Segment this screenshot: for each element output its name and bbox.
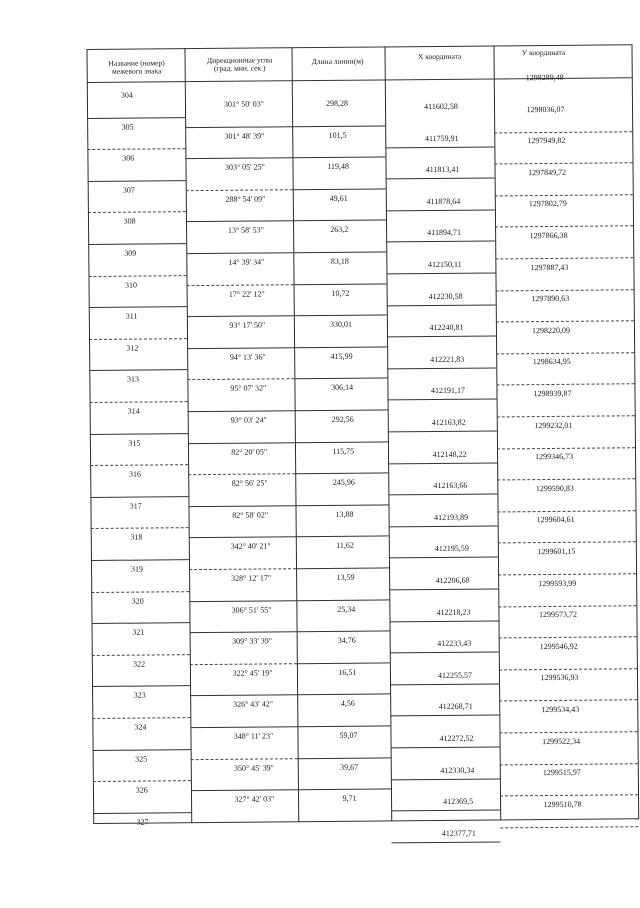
x-coordinate: 412191,17 — [430, 386, 466, 396]
y-coordinate: 1298634,95 — [532, 357, 571, 367]
header-name-line-1: Название (номер) — [108, 58, 165, 68]
row-separator — [88, 212, 186, 214]
y-coordinate: 1299546,92 — [539, 641, 578, 651]
x-coordinate: 411894,71 — [427, 228, 461, 238]
row-separator — [190, 663, 297, 665]
row-separator — [499, 636, 637, 638]
row-separator — [88, 275, 186, 277]
direction-angle: 14° 39' 34" — [228, 257, 265, 267]
row-separator — [189, 537, 296, 539]
row-separator — [93, 749, 191, 751]
row-separator — [499, 668, 637, 670]
row-separator — [188, 505, 295, 507]
row-separator — [92, 686, 190, 688]
direction-angle: 94° 13' 36" — [229, 352, 266, 362]
direction-angle: 93° 03' 24" — [230, 415, 267, 425]
x-coordinate: 411878,64 — [426, 196, 461, 206]
row-separator — [496, 384, 634, 386]
row-separator — [294, 283, 387, 285]
y-coordinate: 1299604,61 — [536, 515, 575, 525]
row-separator — [91, 528, 189, 530]
column-border-right — [631, 44, 639, 819]
mark-name: 307 — [122, 185, 135, 195]
column-border-name — [184, 48, 192, 823]
row-separator — [294, 378, 387, 380]
row-separator — [386, 209, 495, 211]
row-separator — [188, 473, 295, 475]
row-separator — [390, 715, 499, 717]
row-separator — [89, 338, 187, 340]
line-length: 49,61 — [329, 193, 348, 203]
row-separator — [190, 631, 297, 633]
y-coordinate: 1297890,63 — [531, 294, 570, 304]
mark-name: 311 — [125, 311, 138, 321]
row-separator — [500, 794, 638, 796]
direction-angle: 82° 58' 02" — [232, 510, 269, 520]
mark-name: 320 — [131, 596, 144, 606]
direction-angle: 301° 48' 39" — [224, 131, 265, 141]
x-coordinate: 412268,71 — [438, 702, 473, 712]
row-separator — [295, 441, 388, 443]
row-separator — [500, 826, 638, 828]
x-coordinate: 412195,59 — [434, 544, 469, 554]
x-coordinate: 411813,41 — [425, 164, 460, 175]
direction-angle: 326° 43' 42" — [233, 699, 274, 710]
line-length: 298,28 — [325, 98, 349, 108]
line-length: 306,14 — [331, 383, 354, 393]
x-coordinate: 412240,81 — [429, 322, 464, 333]
direction-angle: 309° 33' 39" — [232, 636, 273, 646]
line-length: 39,67 — [340, 762, 359, 772]
direction-angle: 348° 11' 23" — [233, 731, 274, 741]
row-separator — [186, 221, 293, 223]
line-length: 101,5 — [328, 130, 347, 140]
row-separator — [187, 379, 294, 381]
y-coordinate: 1299593,99 — [538, 578, 577, 588]
row-separator — [498, 510, 636, 512]
direction-angle: 13° 58' 53" — [227, 225, 264, 236]
row-separator — [191, 789, 298, 791]
direction-angle: 303° 05' 25" — [224, 162, 265, 173]
line-length: 119,48 — [327, 161, 350, 172]
x-coordinate: 412163,82 — [431, 417, 466, 428]
header-angles-line-2: (град. мин. сек.) — [213, 63, 266, 74]
direction-angle: 301° 50' 03" — [223, 99, 264, 109]
row-separator — [295, 409, 388, 411]
direction-angle: 342° 40' 21" — [230, 541, 271, 552]
y-coordinate: 1297866,38 — [529, 230, 568, 241]
x-coordinate: 412221,83 — [430, 354, 465, 364]
x-coordinate: 412206,68 — [435, 575, 470, 585]
row-separator — [89, 306, 187, 308]
line-length: 83,18 — [330, 256, 349, 266]
row-separator — [294, 315, 387, 317]
y-coordinate: 1299536,93 — [540, 673, 579, 683]
mark-name: 312 — [126, 343, 139, 353]
mark-name: 323 — [133, 690, 146, 701]
mark-name: 309 — [124, 248, 137, 258]
row-separator — [295, 504, 388, 506]
direction-angle: 327° 42' 03" — [234, 794, 275, 804]
line-length: 11,62 — [336, 541, 354, 551]
column-border-length — [384, 46, 392, 821]
row-separator — [187, 347, 294, 349]
row-separator — [93, 812, 191, 814]
mark-name: 321 — [132, 627, 145, 637]
direction-angle: 306° 51' 55" — [231, 605, 272, 615]
line-length: 415,99 — [330, 351, 353, 361]
row-separator — [297, 631, 390, 633]
row-separator — [186, 252, 293, 254]
row-separator — [185, 157, 292, 159]
row-separator — [297, 694, 390, 696]
line-length: 9,71 — [342, 793, 357, 804]
mark-name: 314 — [127, 406, 140, 416]
y-coordinate: 1298939,87 — [533, 388, 572, 399]
row-separator — [190, 695, 297, 697]
row-separator — [297, 662, 390, 664]
row-separator — [386, 178, 495, 180]
line-length: 4,56 — [340, 699, 355, 709]
line-length: 115,75 — [332, 446, 355, 456]
row-separator — [494, 131, 632, 133]
row-separator — [496, 352, 634, 354]
row-separator — [92, 622, 190, 624]
row-separator — [495, 194, 633, 196]
y-coordinate: 1297949,82 — [527, 136, 566, 146]
row-separator — [187, 315, 294, 317]
mark-name: 317 — [129, 501, 142, 511]
mark-name: 305 — [121, 122, 134, 132]
row-separator — [90, 464, 188, 466]
row-separator — [296, 567, 389, 569]
row-separator — [495, 257, 633, 259]
x-coordinate: 412233,43 — [437, 638, 472, 649]
y-coordinate: 1297802,79 — [528, 199, 567, 209]
row-separator — [385, 146, 494, 148]
mark-name: 322 — [133, 659, 146, 669]
y-coordinate: 1297849,72 — [528, 167, 567, 177]
line-length: 13,59 — [336, 572, 355, 582]
row-separator — [189, 568, 296, 570]
row-separator — [91, 559, 189, 561]
row-separator — [89, 370, 187, 372]
y-coordinate: 1299601,15 — [537, 546, 576, 557]
row-separator — [88, 180, 186, 182]
row-separator — [496, 289, 634, 291]
x-coordinate: 412230,58 — [428, 291, 463, 301]
y-coordinate: 1298220,09 — [531, 325, 571, 335]
row-separator — [495, 162, 633, 164]
mark-name: 318 — [130, 532, 143, 543]
y-coordinate: 1299534,43 — [541, 704, 580, 715]
column-border-left — [86, 49, 94, 824]
row-separator — [87, 148, 185, 150]
header-angles — [207, 56, 272, 73]
row-separator — [295, 473, 388, 475]
mark-name: 327 — [136, 817, 149, 827]
y-coordinate: 1299232,01 — [534, 420, 573, 430]
row-separator — [500, 763, 638, 765]
header-angles-line-1: Дирекционные углы — [206, 55, 273, 65]
row-separator — [390, 683, 499, 685]
row-separator — [191, 758, 298, 760]
header-length: Длина линии(м) — [311, 56, 364, 67]
mark-name: 316 — [128, 469, 142, 479]
line-length: 59,07 — [339, 730, 358, 740]
row-separator — [498, 573, 636, 575]
row-separator — [391, 841, 500, 843]
header-name — [109, 59, 165, 76]
row-separator — [497, 447, 635, 449]
y-coordinate: 1299590,83 — [535, 483, 574, 493]
x-coordinate: 412218,23 — [436, 607, 471, 617]
x-coordinate: 412255,57 — [437, 670, 473, 680]
y-coordinate: 1298036,07 — [526, 104, 565, 114]
row-separator — [495, 226, 633, 228]
mark-name: 315 — [128, 438, 141, 448]
row-separator — [389, 557, 498, 559]
row-separator — [387, 367, 496, 369]
y-coordinate: 1298289,48 — [525, 72, 564, 83]
mark-name: 304 — [120, 90, 133, 100]
x-coordinate: 412330,34 — [440, 765, 475, 775]
row-separator — [186, 189, 293, 191]
row-separator — [93, 780, 191, 782]
direction-angle: 322° 45' 19" — [232, 668, 273, 678]
row-separator — [88, 243, 186, 245]
row-separator — [387, 304, 496, 306]
row-separator — [296, 536, 389, 538]
x-coordinate: 412377,71 — [441, 828, 476, 838]
mark-name: 326 — [135, 785, 148, 795]
column-border-x — [493, 45, 501, 820]
mark-name: 319 — [130, 564, 144, 574]
direction-angle: 350° 45' 39" — [233, 763, 274, 773]
x-coordinate: 411759,91 — [424, 133, 459, 143]
row-separator — [298, 757, 391, 759]
row-separator — [92, 654, 190, 656]
row-separator — [497, 478, 635, 480]
mark-name: 310 — [124, 280, 137, 290]
mark-name: 313 — [126, 374, 140, 385]
line-length: 13,88 — [335, 509, 354, 519]
direction-angle: 93° 17' 50" — [229, 320, 266, 330]
line-length: 34,76 — [337, 635, 356, 646]
row-separator — [293, 251, 386, 253]
line-length: 263,2 — [330, 225, 349, 235]
y-coordinate: 1299573,72 — [538, 609, 577, 620]
mark-name: 324 — [134, 722, 147, 732]
row-separator — [189, 600, 296, 602]
row-separator — [388, 430, 497, 432]
row-separator — [387, 336, 496, 338]
row-separator — [388, 462, 497, 464]
row-separator — [390, 652, 499, 654]
direction-angle: 288° 54' 09" — [225, 194, 266, 204]
line-length: 292,56 — [331, 414, 354, 424]
row-separator — [391, 778, 500, 780]
line-length: 25,34 — [337, 604, 356, 614]
row-separator — [496, 320, 634, 322]
row-separator — [497, 415, 635, 417]
row-separator — [297, 725, 390, 727]
row-separator — [499, 700, 637, 702]
direction-angle: 95° 07' 32" — [230, 383, 267, 394]
line-length: 10,72 — [331, 288, 350, 298]
y-coordinate: 1299522,34 — [542, 736, 581, 746]
direction-angle: 328° 12' 17" — [231, 573, 272, 583]
row-separator — [386, 272, 495, 274]
row-separator — [90, 401, 188, 403]
row-separator — [292, 157, 385, 159]
direction-angle: 82° 56' 25" — [231, 478, 268, 488]
row-separator — [389, 588, 498, 590]
row-separator — [188, 442, 295, 444]
row-separator — [185, 126, 292, 128]
x-coordinate: 412148,22 — [432, 449, 467, 459]
row-separator — [296, 599, 389, 601]
y-coordinate: 1299515,97 — [542, 767, 581, 778]
row-separator — [391, 810, 500, 812]
mark-name: 306 — [122, 153, 135, 163]
row-separator — [92, 717, 190, 719]
row-separator — [187, 284, 294, 286]
row-separator — [294, 346, 387, 348]
header-name-line-2: межевого знака — [111, 66, 162, 77]
x-coordinate: 412193,89 — [434, 512, 469, 522]
row-separator — [91, 591, 189, 593]
mark-name: 308 — [123, 216, 136, 227]
x-coordinate: 412163,66 — [433, 480, 468, 491]
row-separator — [391, 746, 500, 748]
line-length: 16,51 — [338, 667, 357, 677]
direction-angle: 82° 20' 05" — [231, 447, 268, 457]
y-coordinate: 1297887,43 — [530, 262, 569, 272]
table-bottom-border — [93, 817, 638, 827]
header-x: Х координата — [417, 51, 462, 62]
row-separator — [190, 726, 297, 728]
mark-name: 325 — [135, 754, 148, 764]
row-separator — [498, 542, 636, 544]
row-separator — [499, 731, 637, 733]
x-coordinate: 412272,52 — [439, 733, 474, 743]
row-separator — [389, 620, 498, 622]
header-y: У координата — [521, 47, 566, 58]
x-coordinate: 412150,11 — [427, 259, 462, 270]
row-separator — [90, 496, 188, 498]
row-separator — [389, 525, 498, 527]
y-coordinate: 1299510,78 — [543, 799, 582, 809]
row-separator — [388, 399, 497, 401]
line-length: 245,96 — [332, 477, 355, 488]
row-separator — [388, 494, 497, 496]
y-coordinate: 1299346,73 — [535, 451, 574, 462]
row-separator — [386, 241, 495, 243]
row-separator — [292, 125, 385, 127]
row-separator — [90, 433, 188, 435]
row-separator — [498, 605, 636, 607]
x-coordinate: 411602,58 — [424, 101, 458, 112]
row-separator — [298, 789, 391, 791]
row-separator — [87, 117, 185, 119]
direction-angle: 17° 22' 12" — [228, 289, 265, 299]
row-separator — [293, 220, 386, 222]
row-separator — [293, 188, 386, 190]
column-border-angle — [291, 47, 299, 822]
x-coordinate: 412369,5 — [443, 796, 474, 807]
line-length: 330,01 — [329, 319, 353, 330]
row-separator — [188, 410, 295, 412]
